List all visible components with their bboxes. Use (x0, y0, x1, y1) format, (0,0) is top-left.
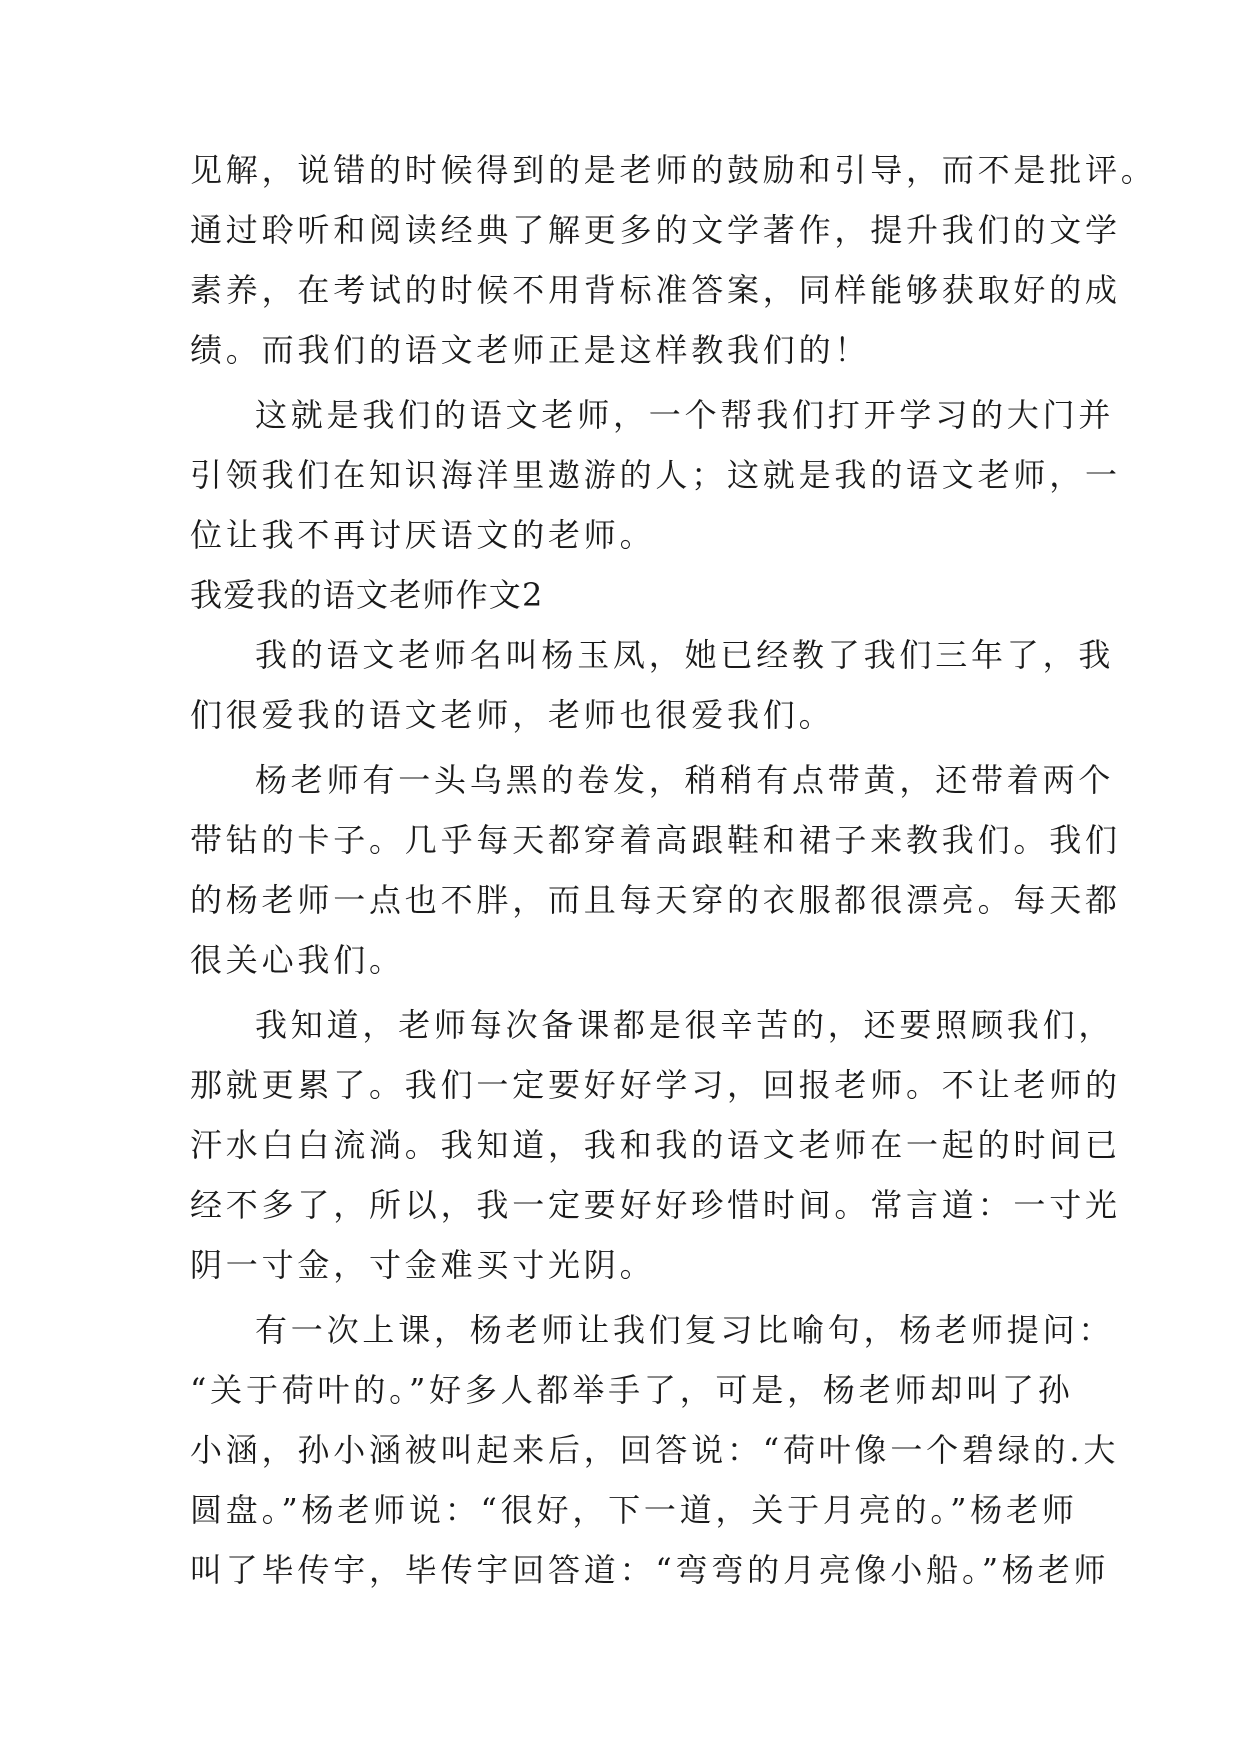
text-line: “关于荷叶的。”好多人都举手了，可是，杨老师却叫了孙 (190, 1371, 1074, 1409)
text-line: 引领我们在知识海洋里遨游的人；这就是我的语文老师，一 (190, 456, 1121, 494)
section-heading: 我爱我的语文老师作文2 (190, 576, 544, 614)
text-line: 通过聆听和阅读经典了解更多的文学著作，提升我们的文学 (190, 211, 1121, 249)
text-line: 叫了毕传宇，毕传宇回答道：“弯弯的月亮像小船。”杨老师 (190, 1551, 1110, 1589)
text-line: 很关心我们。 (190, 941, 405, 979)
paragraph-first-line: 这就是我们的语文老师，一个帮我们打开学习的大门并 (255, 396, 1115, 434)
text-line: 那就更累了。我们一定要好好学习，回报老师。不让老师的 (190, 1066, 1121, 1104)
text-line: 经不多了，所以，我一定要好好珍惜时间。常言道：一寸光 (190, 1186, 1121, 1224)
text-line: 圆盘。”杨老师说：“很好，下一道，关于月亮的。”杨老师 (190, 1491, 1078, 1529)
paragraph-first-line: 杨老师有一头乌黑的卷发，稍稍有点带黄，还带着两个 (255, 761, 1115, 799)
text-line: 小涵，孙小涵被叫起来后，回答说：“荷叶像一个碧绿的.大 (190, 1431, 1120, 1469)
text-line: 见解，说错的时候得到的是老师的鼓励和引导，而不是批评。 (190, 151, 1157, 189)
text-line: 素养，在考试的时候不用背标准答案，同样能够获取好的成 (190, 271, 1121, 309)
text-line: 位让我不再讨厌语文的老师。 (190, 516, 656, 554)
text-line: 汗水白白流淌。我知道，我和我的语文老师在一起的时间已 (190, 1126, 1121, 1164)
text-line: 绩。而我们的语文老师正是这样教我们的！ (190, 331, 871, 369)
text-line: 们很爱我的语文老师，老师也很爱我们。 (190, 696, 835, 734)
paragraph-first-line: 有一次上课，杨老师让我们复习比喻句，杨老师提问： (255, 1311, 1115, 1349)
text-line: 的杨老师一点也不胖，而且每天穿的衣服都很漂亮。每天都 (190, 881, 1121, 919)
paragraph-first-line: 我的语文老师名叫杨玉凤，她已经教了我们三年了，我 (255, 636, 1115, 674)
paragraph-first-line: 我知道，老师每次备课都是很辛苦的，还要照顾我们， (255, 1006, 1115, 1044)
text-line: 阴一寸金，寸金难买寸光阴。 (190, 1246, 656, 1284)
text-line: 带钻的卡子。几乎每天都穿着高跟鞋和裙子来教我们。我们 (190, 821, 1121, 859)
